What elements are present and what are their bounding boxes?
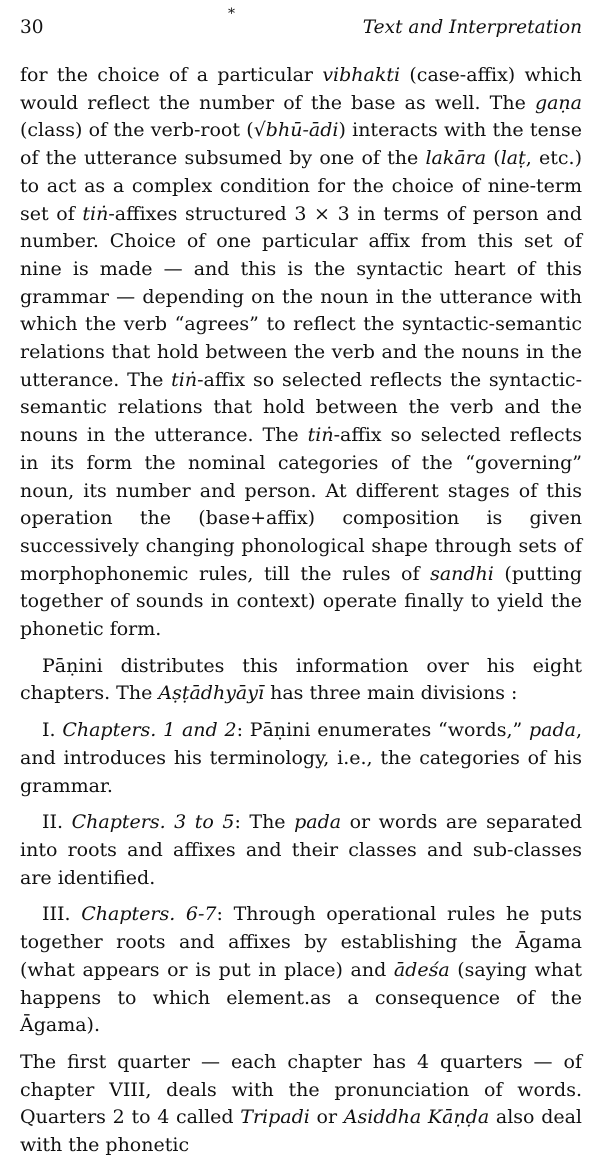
italic-term: pada	[294, 811, 342, 834]
italic-term: Asiddha Kāṇḍa	[343, 1106, 490, 1129]
italic-term: Chapters. 1 and 2	[62, 719, 237, 742]
italic-term: ādeśa	[393, 958, 450, 981]
text-run: (	[486, 147, 501, 170]
italic-term: tiṅ	[82, 202, 109, 225]
italic-term: Chapters. 6-7	[81, 903, 217, 926]
text-run: -affix so selected reflects in its form the nominal categories of the “governing” noun, its number and person. At different stages of this operation the (base+affix) composition is given successively changing phonological shape through sets of morphophonemic rules, till the rules of	[20, 424, 582, 585]
text-run: The first quarter — each chapter has 4 quarters — of chapter VIII, deals with the pronunciation of words. Quarters 2 to 4 called	[20, 1050, 582, 1129]
text-run: or	[309, 1106, 344, 1129]
ink-speck: *	[228, 6, 235, 22]
paragraph	[20, 62, 582, 644]
italic-term: Aṣṭādhyāyī	[158, 682, 265, 705]
text-run: : The	[234, 811, 295, 834]
text-run: : Pāṇini enumerates “words,”	[236, 719, 529, 742]
italic-term: √bhū-ādi	[253, 119, 339, 142]
text-run: has three main divisions :	[264, 682, 518, 705]
text-run: or words are separated into roots and affixes and their classes and sub-classes are identified.	[20, 811, 583, 889]
italic-term: pada	[528, 719, 576, 742]
text-run: (case-affix) which would reflect the number of the base as well. The	[20, 64, 582, 114]
text-run: for the choice of a particular	[20, 64, 323, 86]
text-run: Pāṇini distributes this information over his eight chapters. The	[20, 654, 582, 705]
page-header	[20, 14, 582, 42]
italic-term: Tripadi	[240, 1106, 310, 1129]
page-number: 30	[20, 17, 44, 38]
italic-term: Chapters. 3 to 5	[71, 811, 235, 834]
paragraph	[20, 901, 582, 1040]
paragraph	[20, 809, 582, 892]
text-run: ) interacts with the tense of the utterance subsumed by one of the	[20, 119, 582, 170]
body-text	[20, 62, 582, 1160]
paragraph	[20, 717, 582, 800]
italic-term: vibhakti	[322, 64, 401, 86]
italic-term: sandhi	[430, 562, 494, 585]
text-run: also deal with the phonetic	[20, 1106, 583, 1157]
text-run: (putting together of sounds in context) operate finally to yield the phonetic form.	[20, 562, 582, 641]
italic-term: laṭ	[500, 147, 526, 170]
italic-term: tiṅ	[307, 424, 334, 447]
text-run: III.	[42, 903, 82, 926]
paragraph	[20, 653, 582, 708]
text-run: (saying what happens to which element.as a consequence of the Āgama).	[20, 958, 582, 1037]
text-run: , and introduces his terminology, i.e., the categories of his grammar.	[20, 719, 582, 797]
text-run: I.	[42, 719, 63, 742]
italic-term: lakāra	[425, 147, 487, 170]
text-run: -affixes structured 3 × 3 in terms of person and number. Choice of one particular affix from this set of nine is made — and this is the syntactic heart of this grammar — depending on the noun in the utterance with which the verb “agrees” to reflect the syntactic-semantic relations that hold between the verb and the nouns in the utterance. The	[20, 202, 582, 391]
italic-term: gaṇa	[534, 91, 582, 114]
text-run: , etc.) to act as a complex condition for the choice of nine-term set of	[20, 147, 582, 225]
italic-term: tiṅ	[171, 368, 198, 391]
running-head: Text and Interpretation	[362, 17, 582, 38]
text-run: -affix so selected reflects the syntactic-semantic relations that hold between the verb and the nouns in the utterance. The	[20, 368, 582, 447]
text-run: II.	[42, 811, 72, 834]
text-run: : Through operational rules he puts together roots and affixes by establishing the Āgama (what appears or is put in place) and	[20, 903, 582, 981]
paragraph	[20, 1049, 582, 1160]
text-run: (class) of the verb-root (	[20, 119, 254, 142]
